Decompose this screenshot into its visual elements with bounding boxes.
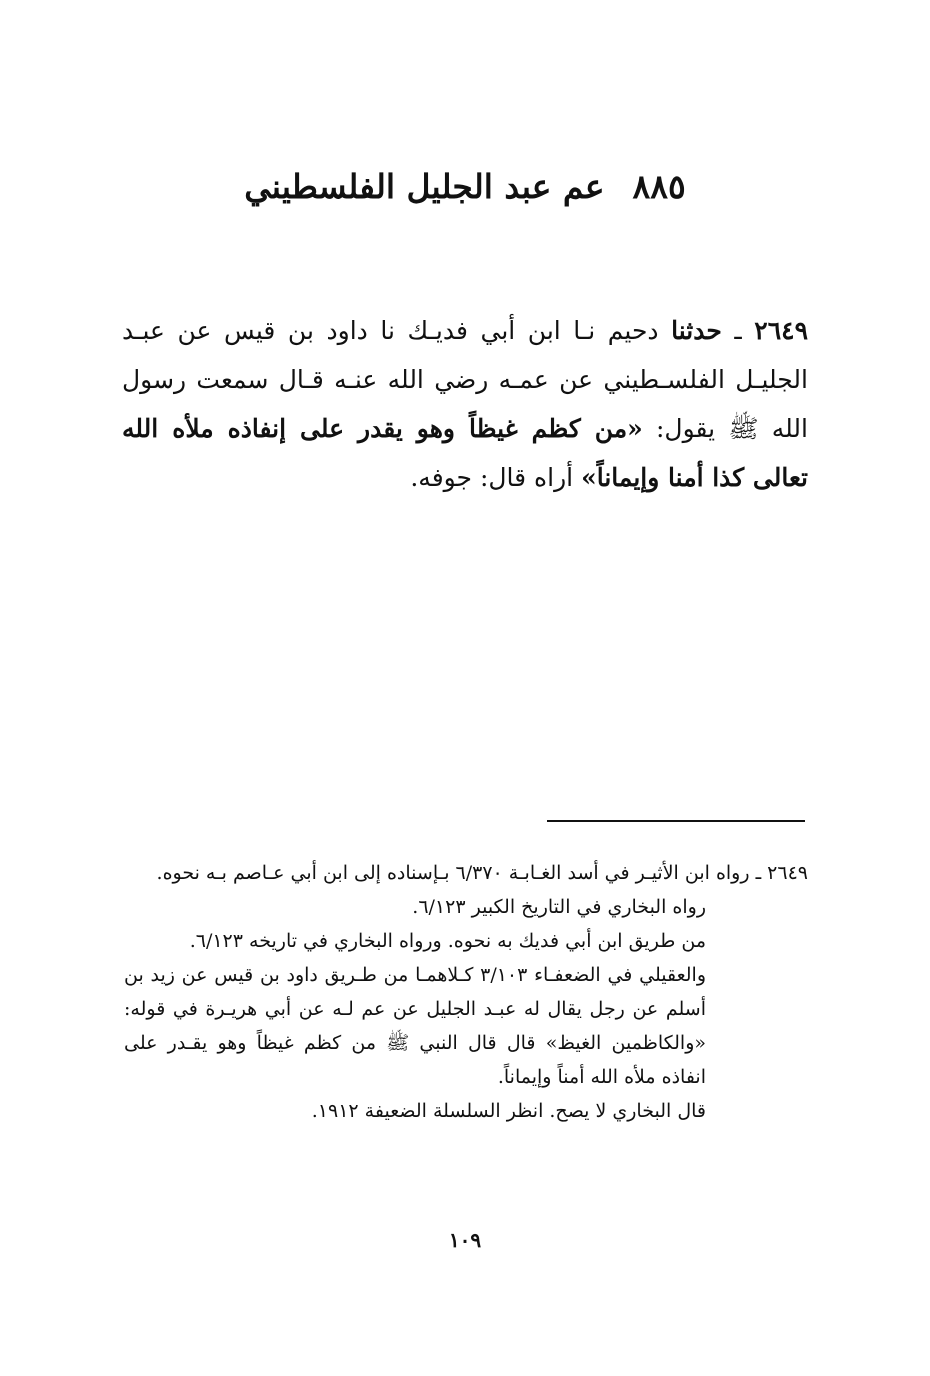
footnote-separator xyxy=(547,820,805,822)
hadith-dash: ـ xyxy=(721,316,755,345)
footnote-line: والعقيلي في الضعفـاء ٣/١٠٣ كـلاهمـا من طـريق داود بن قيس عن زيد بن أسلم عن رجل يقال له عبـد الجليل عن عم لـه عن أبي هريـرة في قوله: «والكاظمين الغيظ» قال قال النبي ﷺ من كظم غيظاً وهو يقـدر على انفاذه ملأه الله أمناً وإيماناً. xyxy=(124,964,707,1088)
footnote-line: قال البخاري لا يصح. انظر السلسلة الضعيفة ١٩١٢. xyxy=(311,1100,706,1122)
hadith-number: ٢٦٤٩ xyxy=(754,316,808,345)
footnote-line: ٢٦٤٩ ـ رواه ابن الأثيـر في أسد الغـابـة ٦/٣٧٠ بـإسناده إلى ابن أبي عـاصم بـه نحوه. xyxy=(156,862,808,884)
chapter-heading xyxy=(150,162,780,212)
footnote-line: رواه البخاري في التاريخ الكبير ٦/١٢٣. xyxy=(412,896,706,918)
hadith-tail: أراه قال: جوفه. xyxy=(410,463,582,492)
footnotes xyxy=(124,856,808,1128)
footnote-line: من طريق ابن أبي فديك به نحوه. ورواه البخاري في تاريخه ٦/١٢٣. xyxy=(189,930,706,952)
hadith-text xyxy=(122,306,808,502)
page-number: ١٠٩ xyxy=(448,1228,482,1252)
hadith-matn: «من كظم غيظاً وهو يقدر على إنفاذه ملأه الله تعالى كذا أمنا وإيماناً» xyxy=(122,414,808,492)
hadith-lead-word: حدثنا xyxy=(671,316,722,345)
hadith-chain: دحيم نـا ابن أبي فديـك نا داود بن قيس عن عبـد الجليـل الفلسـطيني عن عمـه رضي الله عنـه قـال سمعت رسول الله ﷺ يقول: xyxy=(122,316,808,443)
chapter-number: ٨٨٥ xyxy=(632,167,686,206)
chapter-title-text: عم عبد الجليل الفلسطيني xyxy=(244,167,605,206)
